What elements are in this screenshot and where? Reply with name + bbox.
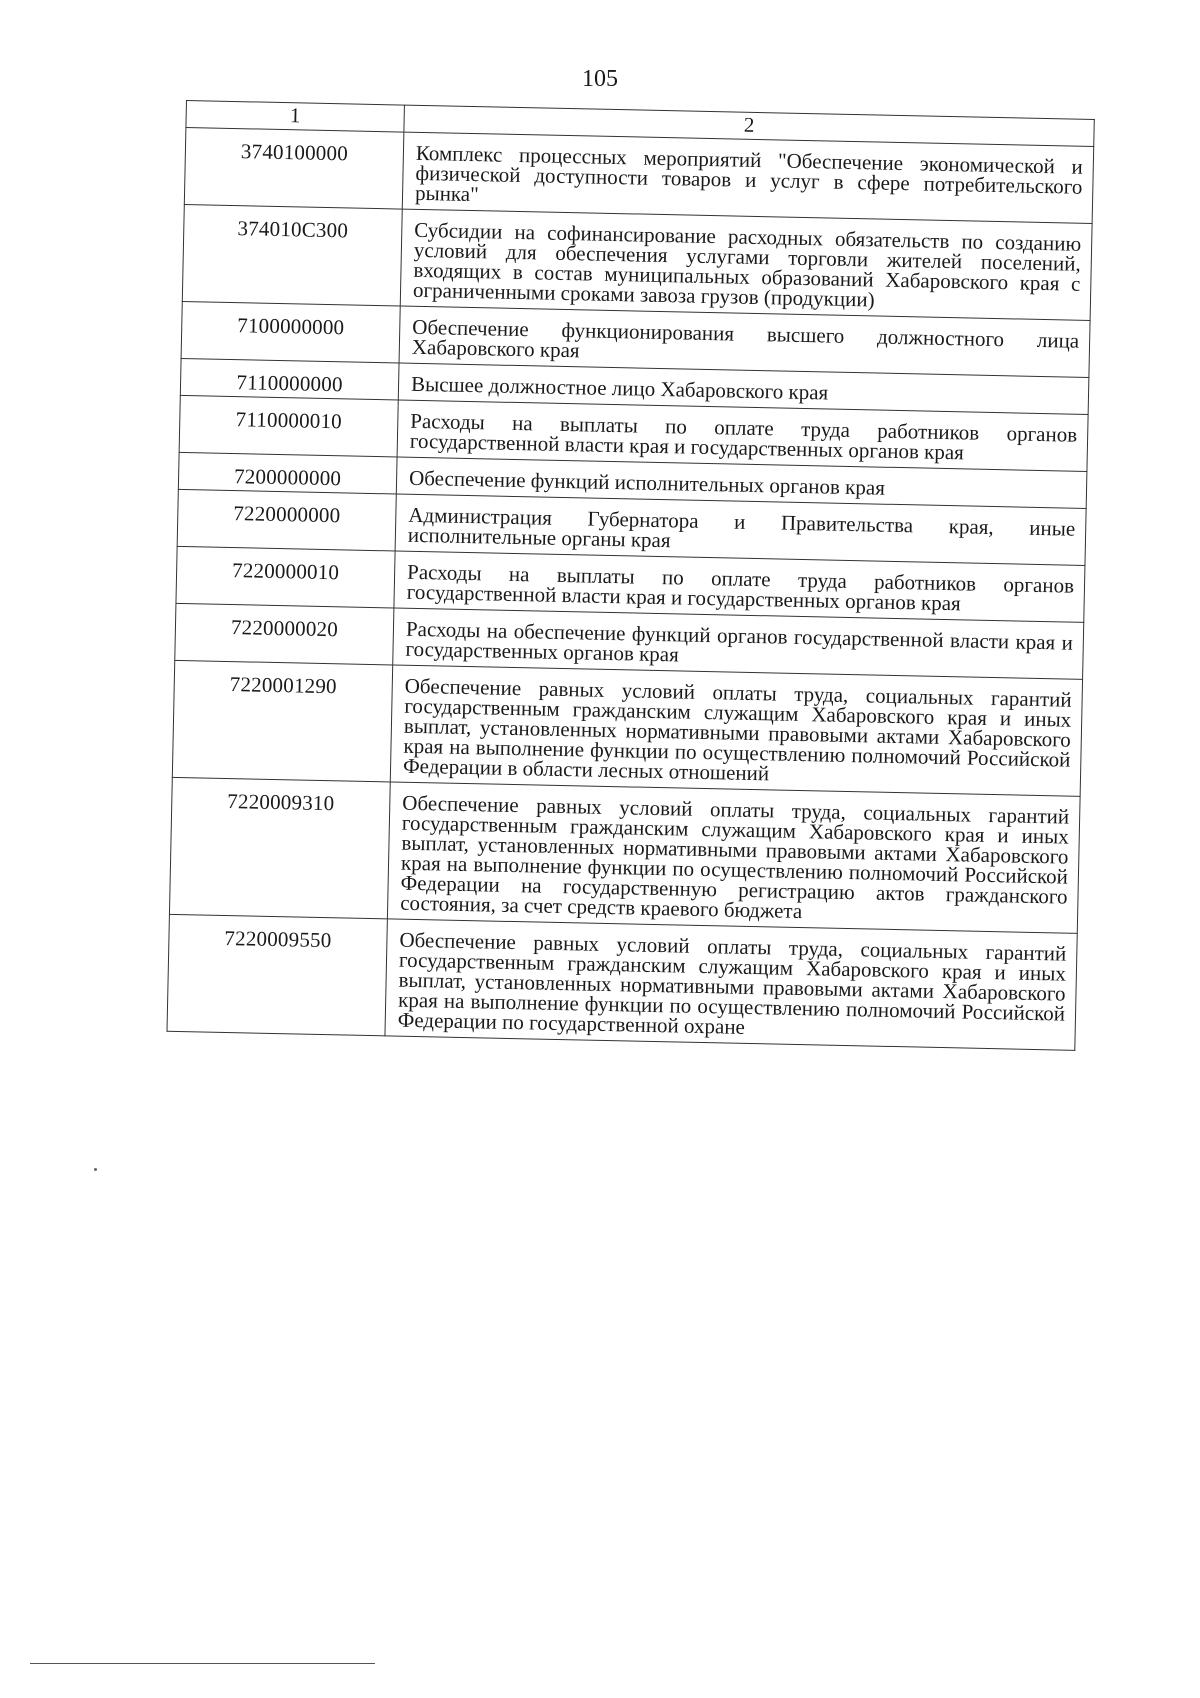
- name-cell: Обеспечение функционирования высшего должностного лица Хабаровского края: [399, 306, 1090, 377]
- code-cell: 7220009550: [167, 914, 387, 1036]
- name-cell: Обеспечение равных условий оплаты труда, социальных гарантий государственным гражданским служащим Хабаровского края и иных выплат, установленных нормативными правовыми актами Хабаровского края на выполнение функции по осуществлению полномочий Российской Федерации на государственную регистрацию актов гражданского состояния, за счет средств краевого бюджета: [387, 782, 1080, 933]
- code-cell: 374010С300: [182, 204, 402, 306]
- name-cell: Расходы на выплаты по оплате труда работников органов государственной власти края и государственных органов края: [394, 551, 1085, 622]
- page-number: 105: [582, 66, 618, 92]
- code-cell: 7220000020: [175, 603, 394, 665]
- budget-classification-table-wrapper: [166, 100, 1093, 1051]
- name-cell: Обеспечение функций исполнительных органов края: [396, 457, 1087, 508]
- code-cell: 7220009310: [169, 777, 390, 919]
- scan-speck: [94, 1168, 97, 1171]
- name-cell: Комплекс процессных мероприятий "Обеспечение экономической и физической доступности товаров и услуг в сфере потребительского рынка": [402, 132, 1093, 223]
- footnote-rule: [30, 1663, 375, 1664]
- name-cell: Обеспечение равных условий оплаты труда, социальных гарантий государственным гражданским служащим Хабаровского края и иных выплат, установленных нормативными правовыми актами Хабаровского края на выполнение функции по осуществлению полномочий Российской Федерации по государственной охране: [385, 919, 1077, 1050]
- code-cell: 7220000000: [177, 489, 396, 551]
- code-cell: 3740100000: [184, 128, 404, 210]
- code-cell: 7220001290: [172, 660, 392, 782]
- column-header-code: 1: [186, 101, 405, 133]
- code-cell: 7110000000: [180, 358, 399, 400]
- budget-classification-table: [166, 100, 1094, 1051]
- code-cell: 7110000010: [179, 395, 398, 457]
- name-cell: Администрация Губернатора и Правительства края, иные исполнительные органы края: [395, 494, 1086, 565]
- table-row: [172, 660, 1082, 796]
- name-cell: Высшее должностное лицо Хабаровского края: [398, 363, 1089, 414]
- code-cell: 7100000000: [181, 301, 400, 363]
- name-cell: Расходы на выплаты по оплате труда работников органов государственной власти края и государственных органов края: [397, 400, 1088, 471]
- name-cell: Обеспечение равных условий оплаты труда, социальных гарантий государственным гражданским служащим Хабаровского края и иных выплат, установленных нормативными правовыми актами Хабаровского края на выполнение функции по осуществлению полномочий Российской Федерации в области лесных отношений: [390, 665, 1082, 796]
- column-header-name: 2: [404, 105, 1094, 146]
- code-cell: 7200000000: [178, 452, 397, 494]
- code-cell: 7220000010: [176, 546, 395, 608]
- table-row: [167, 914, 1077, 1050]
- table-row: [182, 204, 1092, 320]
- name-cell: Расходы на обеспечение функций органов государственной власти края и государственных органов края: [393, 608, 1084, 679]
- table-row: [169, 777, 1080, 933]
- name-cell: Субсидии на софинансирование расходных обязательств по созданию условий для обеспечения услугами торговли жителей поселений, входящих в состав муниципальных образований Хабаровского края с ограниченными сроками завоза грузов (продукции): [400, 209, 1092, 320]
